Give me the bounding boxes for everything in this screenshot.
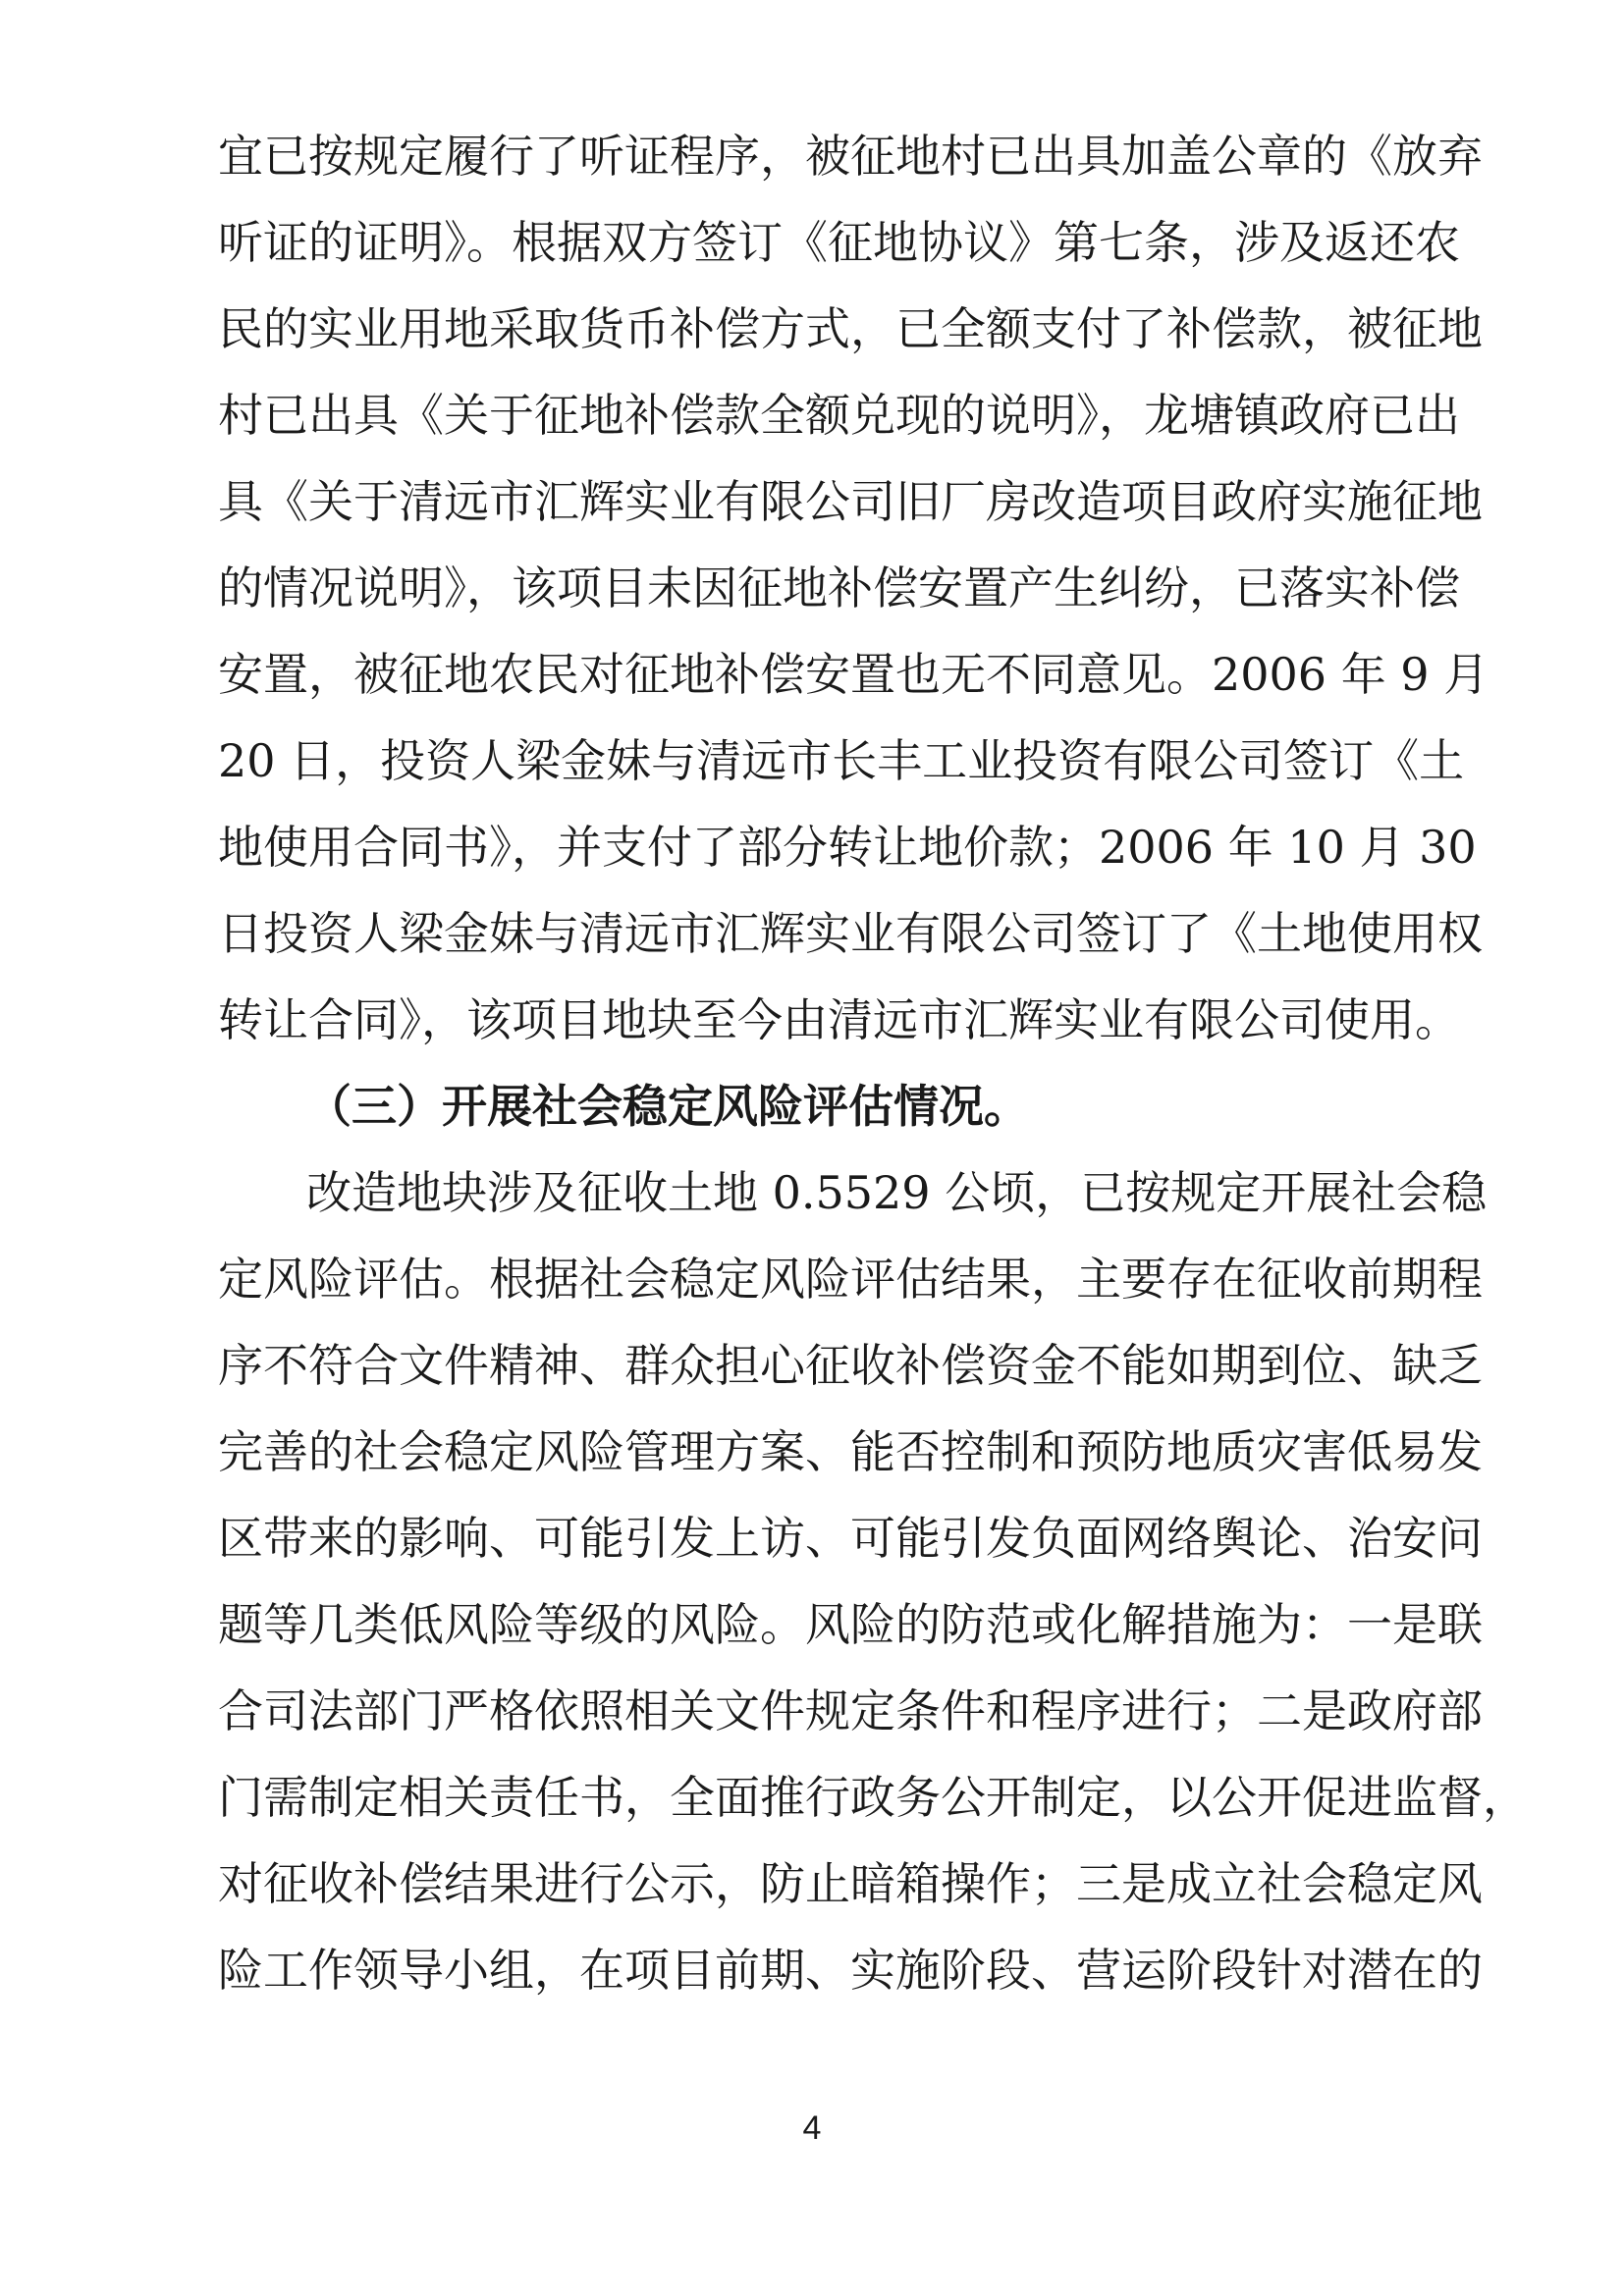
paragraph-1-line-7: 安置，被征地农民对征地补偿安置也无不同意见。2006 年 9 月 <box>218 648 1489 701</box>
paragraph-1-line-5: 具《关于清远市汇辉实业有限公司旧厂房改造项目政府实施征地 <box>218 475 1483 528</box>
paragraph-1-line-4: 村已出具《关于征地补偿款全额兑现的说明》，龙塘镇政府已出 <box>218 389 1460 442</box>
paragraph-1-line-11: 转让合同》，该项目地块至今由清远市汇辉实业有限公司使用。 <box>218 993 1460 1046</box>
paragraph-2-line-9: 对征收补偿结果进行公示，防止暗箱操作；三是成立社会稳定风 <box>218 1857 1483 1910</box>
paragraph-2-line-1: 改造地块涉及征收土地 0.5529 公顷，已按规定开展社会稳 <box>306 1166 1488 1219</box>
paragraph-1-line-3: 民的实业用地采取货币补偿方式，已全额支付了补偿款，被征地 <box>218 302 1483 355</box>
paragraph-2-line-4: 完善的社会稳定风险管理方案、能否控制和预防地质灾害低易发 <box>218 1425 1483 1478</box>
paragraph-2-line-8: 门需制定相关责任书，全面推行政务公开制定，以公开促进监督， <box>218 1771 1528 1824</box>
paragraph-2-line-10: 险工作领导小组，在项目前期、实施阶段、营运阶段针对潜在的 <box>218 1944 1483 1997</box>
paragraph-1-line-8: 20 日，投资人梁金妹与清远市长丰工业投资有限公司签订《土 <box>218 734 1465 787</box>
section-heading: （三）开展社会稳定风险评估情况。 <box>306 1080 1029 1133</box>
paragraph-1-line-10: 日投资人梁金妹与清远市汇辉实业有限公司签订了《土地使用权 <box>218 907 1483 960</box>
paragraph-1-line-1: 宜已按规定履行了听证程序，被征地村已出具加盖公章的《放弃 <box>218 130 1483 183</box>
page-number: 4 <box>802 2109 822 2147</box>
paragraph-1-line-2: 听证的证明》。根据双方签订《征地协议》第七条，涉及返还农 <box>218 216 1460 269</box>
paragraph-1-line-9: 地使用合同书》，并支付了部分转让地价款；2006 年 10 月 30 <box>218 821 1477 874</box>
paragraph-2-line-6: 题等几类低风险等级的风险。风险的防范或化解措施为：一是联 <box>218 1598 1483 1651</box>
paragraph-1-line-6: 的情况说明》，该项目未因征地补偿安置产生纠纷，已落实补偿 <box>218 561 1460 614</box>
paragraph-2-line-7: 合司法部门严格依照相关文件规定条件和程序进行；二是政府部 <box>218 1684 1483 1737</box>
paragraph-2-line-5: 区带来的影响、可能引发上访、可能引发负面网络舆论、治安问 <box>218 1512 1483 1565</box>
paragraph-2-line-2: 定风险评估。根据社会稳定风险评估结果，主要存在征收前期程 <box>218 1253 1483 1306</box>
paragraph-2-line-3: 序不符合文件精神、群众担心征收补偿资金不能如期到位、缺乏 <box>218 1339 1483 1392</box>
